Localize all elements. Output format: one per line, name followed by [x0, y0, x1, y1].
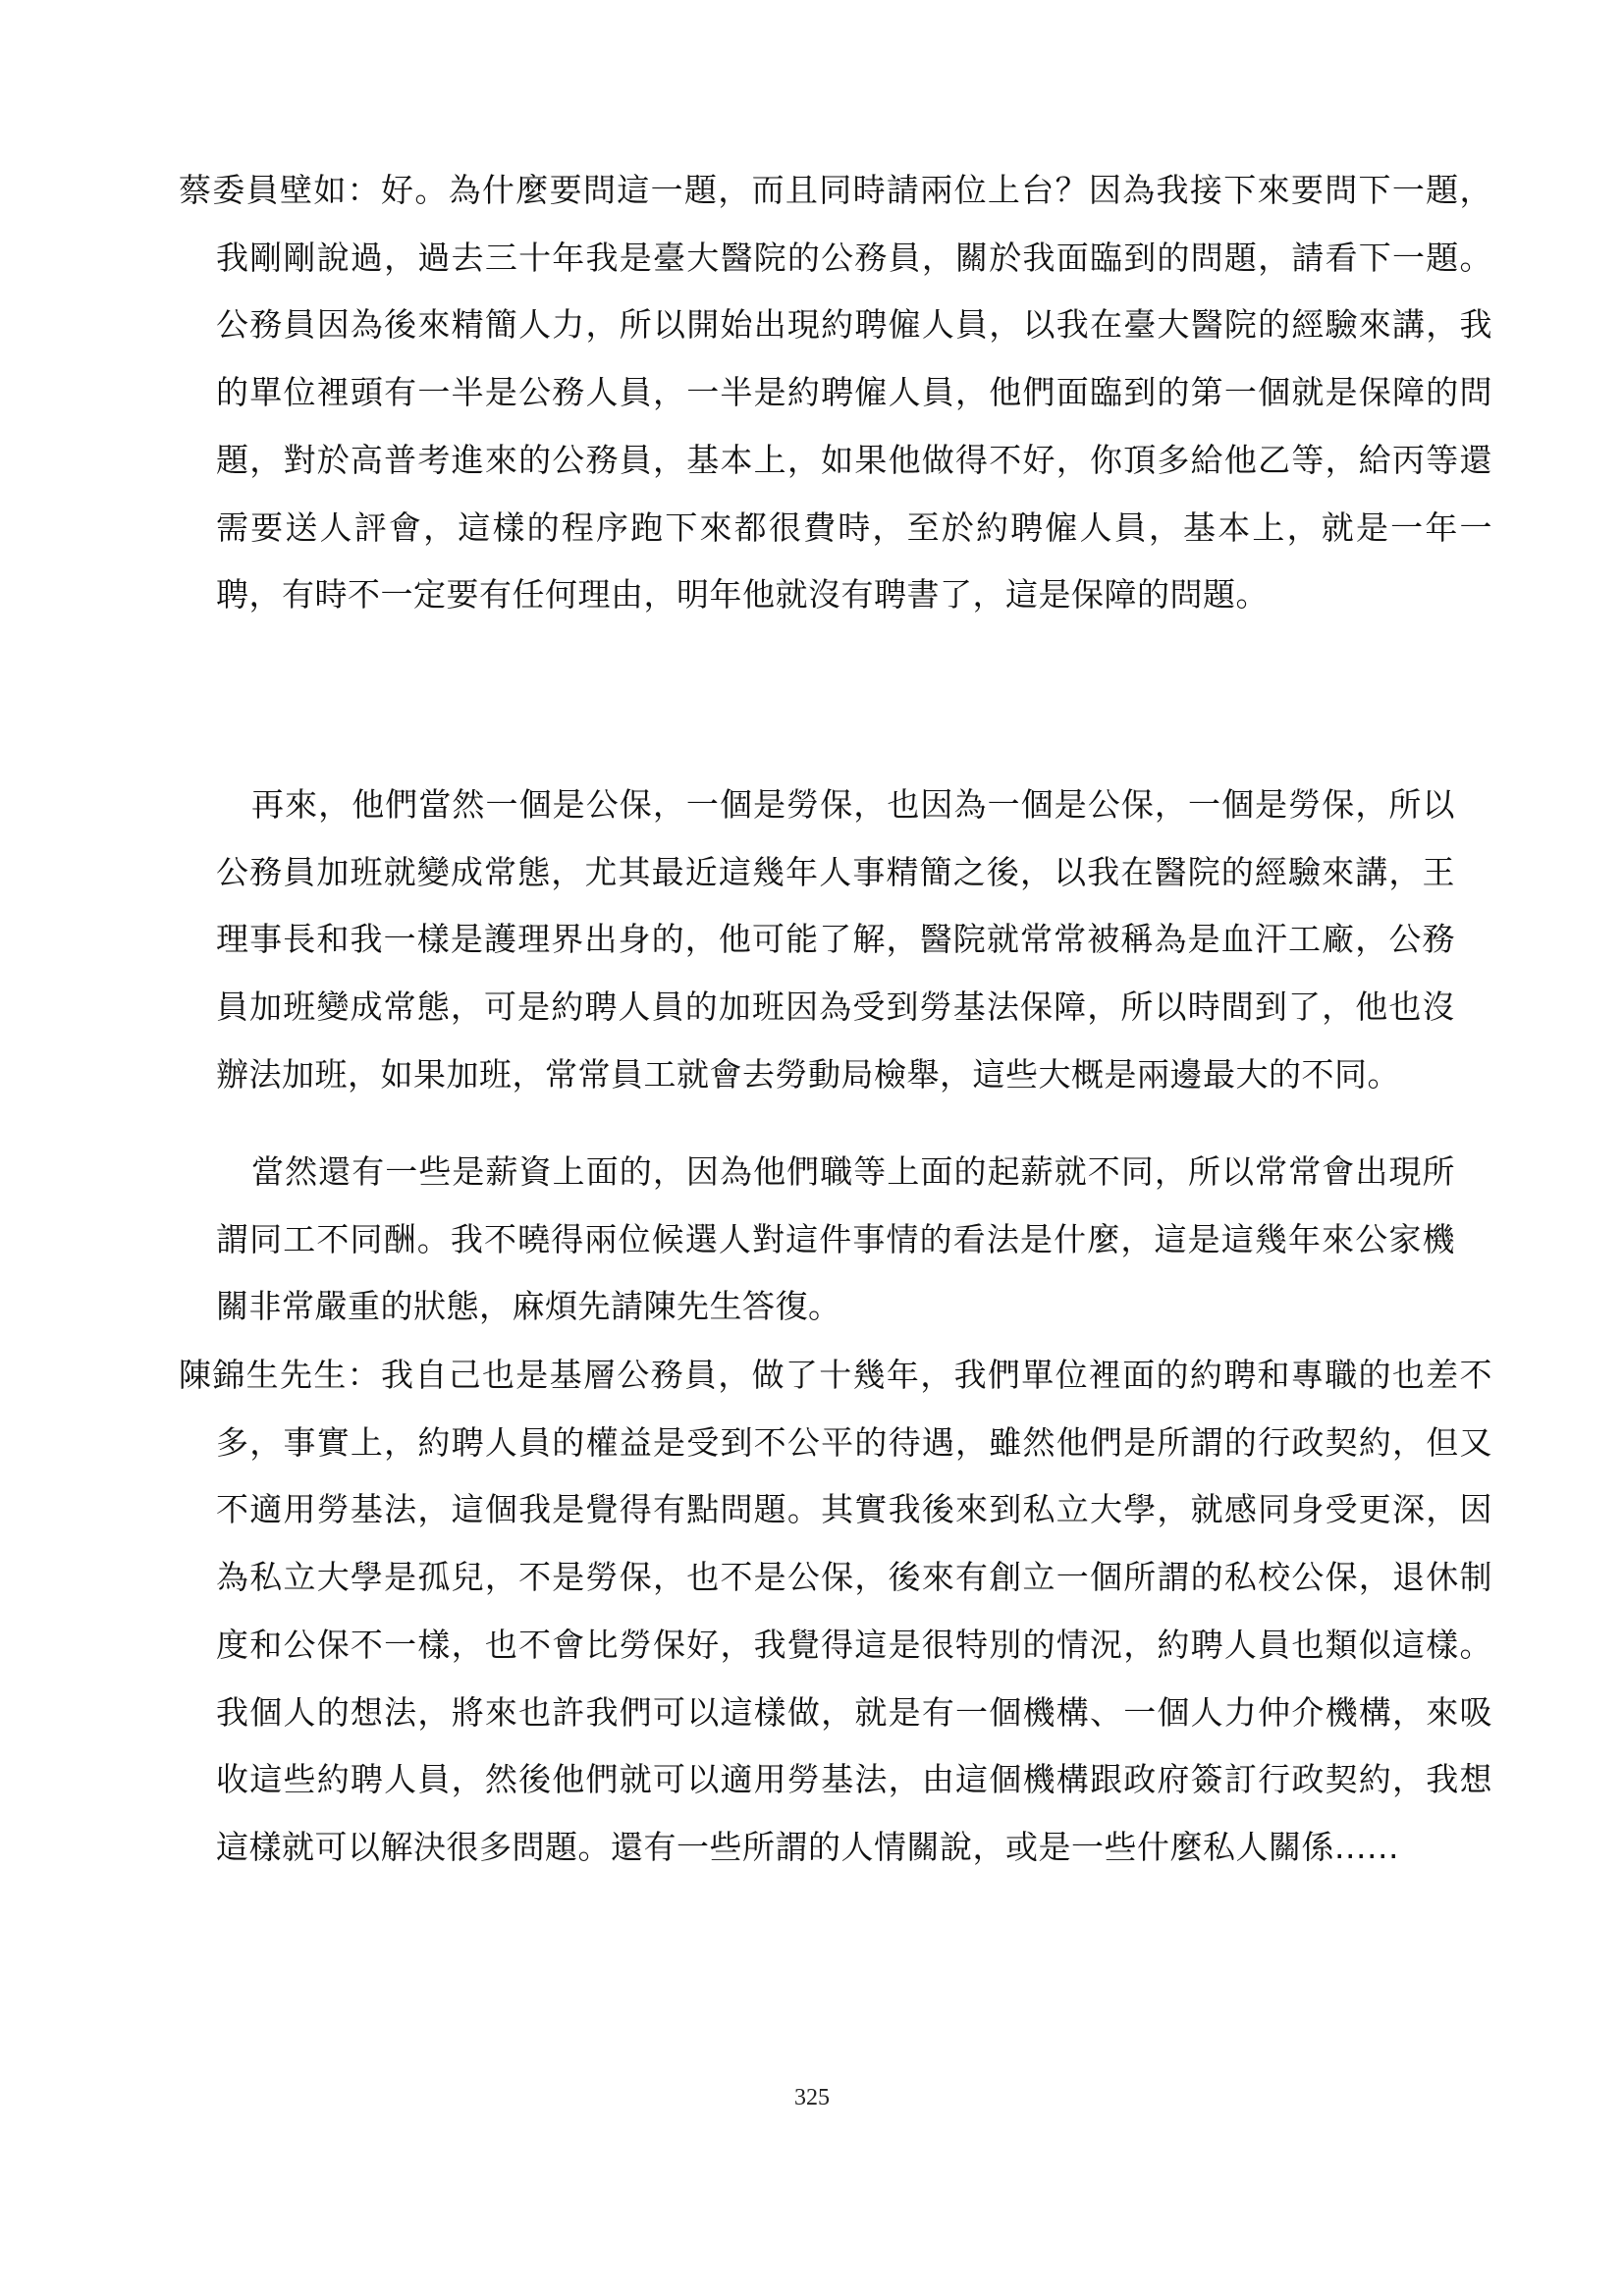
- body-paragraph: 當然還有一些是薪資上面的，因為他們職等上面的起薪就不同，所以常常會出現所謂同工不同酬。我不曉得兩位候選人對這件事情的看法是什麼，這是這幾年來公家機關非常嚴重的狀態，麻煩先請陳先生答復。: [216, 1152, 1455, 1326]
- speaker-name: 蔡委員壁如：: [179, 171, 381, 209]
- speech-paragraph-cai: [179, 157, 1492, 629]
- speech-paragraph-chen: [179, 1342, 1492, 1882]
- page-number: 325: [794, 2085, 830, 2110]
- speech-text: 我自己也是基層公務員，做了十幾年，我們單位裡面的約聘和專職的也差不多，事實上，約聘人員的權益是受到不公平的待遇，雖然他們是所謂的行政契約，但又不適用勞基法，這個我是覺得有點問題。其實我後來到私立大學，就感同身受更深，因為私立大學是孤兒，不是勞保，也不是公保，後來有創立一個所謂的私校公保，退休制度和公保不一樣，也不會比勞保好，我覺得這是很特別的情況，約聘人員也類似這樣。我個人的想法，將來也許我們可以這樣做，就是有一個機構、一個人力仲介機構，來吸收這些約聘人員，然後他們就可以適用勞基法，由這個機構跟政府簽訂行政契約，我想這樣就可以解決很多問題。還有一些所謂的人情關說，或是一些什麼私人關係......: [216, 1356, 1493, 1866]
- speech-text: 好。為什麼要問這一題，而且同時請兩位上台？因為我接下來要問下一題，我剛剛說過，過去三十年我是臺大醫院的公務員，關於我面臨到的問題，請看下一題。公務員因為後來精簡人力，所以開始出現約聘僱人員，以我在臺大醫院的經驗來講，我的單位裡頭有一半是公務人員，一半是約聘僱人員，他們面臨到的第一個就是保障的問題，對於高普考進來的公務員，基本上，如果他做得不好，你頂多給他乙等，給丙等還需要送人評會，這樣的程序跑下來都很費時，至於約聘僱人員，基本上，就是一年一聘，有時不一定要有任何理由，明年他就沒有聘書了，這是保障的問題。: [216, 171, 1493, 614]
- body-paragraph: 再來，他們當然一個是公保，一個是勞保，也因為一個是公保，一個是勞保，所以公務員加班就變成常態，尤其最近這幾年人事精簡之後，以我在醫院的經驗來講，王理事長和我一樣是護理界出身的，他可能了解，醫院就常常被稱為是血汗工廠，公務員加班變成常態，可是約聘人員的加班因為受到勞基法保障，所以時間到了，他也沒辦法加班，如果加班，常常員工就會去勞動局檢舉，這些大概是兩邊最大的不同。: [216, 785, 1455, 1094]
- speaker-name: 陳錦生先生：: [179, 1356, 381, 1394]
